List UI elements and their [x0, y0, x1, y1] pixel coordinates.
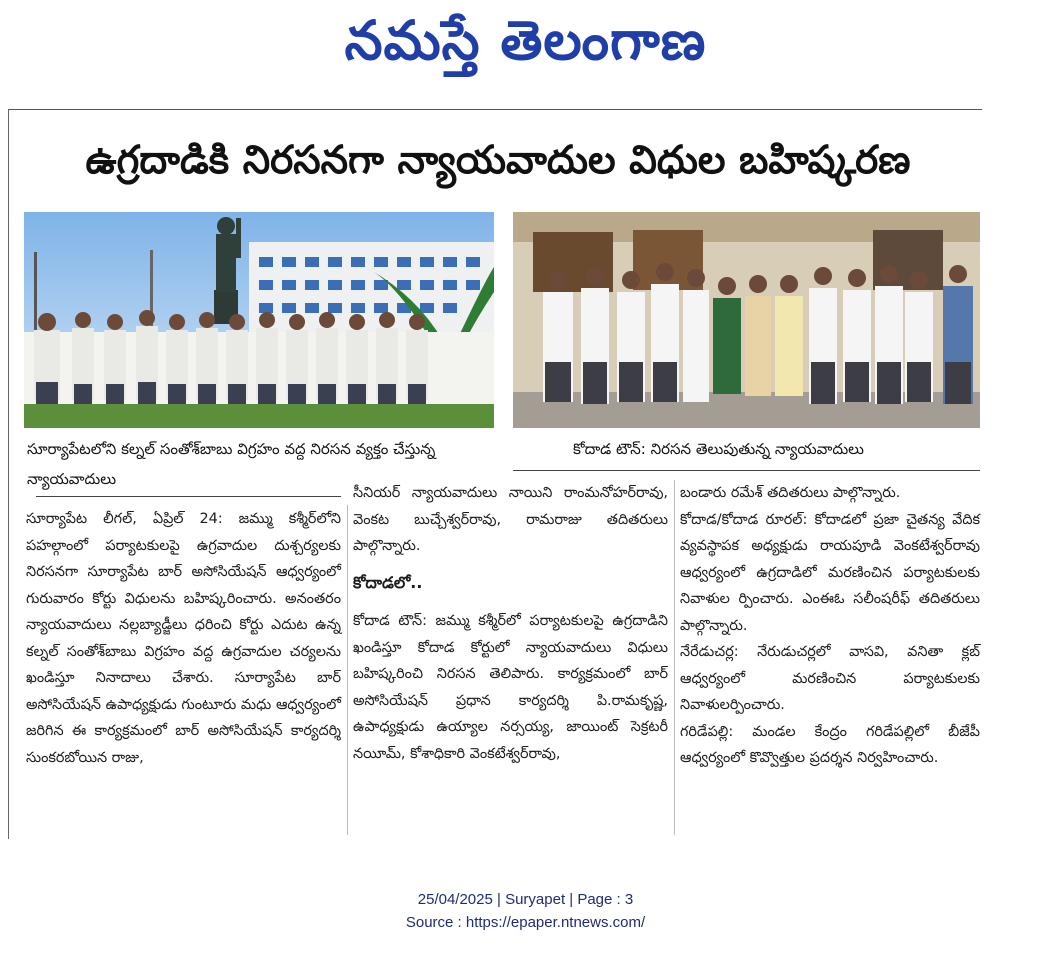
article-paragraph: కోదాడ టౌన్: జమ్ము కశ్మీర్‌లో పర్యాటకులపై ఉగ్రదాడిని ఖండిస్తూ కోదాడ కోర్టులో న్యాయవాదులు విధులు బహిష్కరించి నిరసన తెలిపారు. కార్యక్రమంలో బార్ అసోసియేషన్ ప్రధాన కార్యదర్శి పి.రామకృష్ణ, ఉపాధ్యక్షుడు ఉయ్యాల నర్సయ్య, జాయింట్ సెక్రటరీ నయీమ్, కోశాధికారి వెంకటేశ్వర్‌రావు,	[353, 613, 668, 762]
caption-rule	[513, 470, 980, 471]
article-paragraph: సూర్యాపేట లీగల్, ఏప్రిల్ 24: జమ్ము కశ్మీర్‌లోని పహల్గాంలో పర్యాటకులపై ఉగ్రవాదుల దుశ్చర్యలకు నిరసనగా సూర్యాపేట బార్ అసోసియేషన్ ఆధ్వర్యంలో గురువారం కోర్టు విధులను బహిష్కరించారు. అనంతరం న్యాయవాదులు నల్లబ్యాడ్జీలు ధరించి కోర్టు ఎదుట ఉన్న కల్నల్ సంతోశ్‌బాబు విగ్రహం వద్ద ఉగ్రవాదుల చర్యలను ఖండిస్తూ నినాదాలు చేశారు. సూర్యాపేట బార్ అసోసియేషన్ ఉపాధ్యక్షుడు గుంటూరు మధు ఆధ్వర్యంలో జరిగిన ఈ కార్యక్రమంలో బార్ అసోసియేషన్ కార్యదర్శి సుంకరబోయిన రాజు,	[26, 511, 341, 766]
photo-kodad-protest	[513, 212, 980, 428]
masthead-logo: నమస్తే తెలంగాణ	[344, 9, 707, 72]
photo-statue-protest	[24, 212, 494, 428]
footer-source-link[interactable]: Source : https://epaper.ntnews.com/	[405, 914, 646, 931]
photo-caption-kodad: కోదాడ టౌన్: నిరసన తెలుపుతున్న న్యాయవాదులు	[573, 440, 864, 458]
column-divider	[347, 505, 348, 835]
article-column-3	[680, 480, 980, 772]
article-column-1	[26, 506, 341, 771]
article-paragraph: సీనియర్ న్యాయవాదులు నాయిని రాంమనోహర్‌రావు, వెంకట బుచ్చేశ్వర్‌రావు, రామరాజు తదితరులు పాల్గొన్నారు.	[353, 485, 668, 554]
footer-dateline: 25/04/2025 | Suryapet | Page : 3	[417, 891, 634, 908]
article-paragraph: గరిడేపల్లి: మండల కేంద్రం గరిడేపల్లిలో బీజేపీ ఆధ్వర్యంలో కొవ్వొత్తుల ప్రదర్శన నిర్వహించారు.	[680, 723, 980, 766]
caption-rule	[36, 496, 341, 497]
article-paragraph: కోదాడ/కోదాడ రూరల్: కోదాడలో ప్రజా చైతన్య వేదిక వ్యవస్థాపక అధ్యక్షుడు రాయపూడి వెంకటేశ్వర్‌రావు ఆధ్వర్యంలో ఉగ్రదాడిలో మరణించిన పర్యాటకులకు నివాళుల ర్పించారు. ఎంఈఓ సలీంషరీఫ్ తదితరులు పాల్గొన్నారు.	[680, 511, 980, 634]
column-divider	[674, 480, 675, 835]
article-paragraph: నేరేడుచర్ల: నేరుడుచర్లలో వాసవి, వనితా క్లబ్ ఆధ్వర్యంలో మరణించిన పర్యాటకులకు నివాళులర్పించారు.	[680, 644, 980, 713]
section-subhead: కోదాడలో..	[353, 572, 423, 592]
headline: ఉగ్రదాడికి నిరసనగా న్యాయవాదుల విధుల బహిష్కరణ	[85, 138, 911, 183]
article-column-2	[353, 480, 668, 767]
article-paragraph: బండారు రమేశ్ తదితరులు పాల్గొన్నారు.	[680, 485, 901, 501]
photo-caption-statue: సూర్యాపేటలోని కల్నల్ సంతోశ్‌బాబు విగ్రహం వద్ద నిరసన వ్యక్తం చేస్తున్న న్యాయవాదులు	[27, 440, 436, 488]
clipping-left-border	[8, 109, 9, 839]
top-rule	[8, 109, 982, 110]
